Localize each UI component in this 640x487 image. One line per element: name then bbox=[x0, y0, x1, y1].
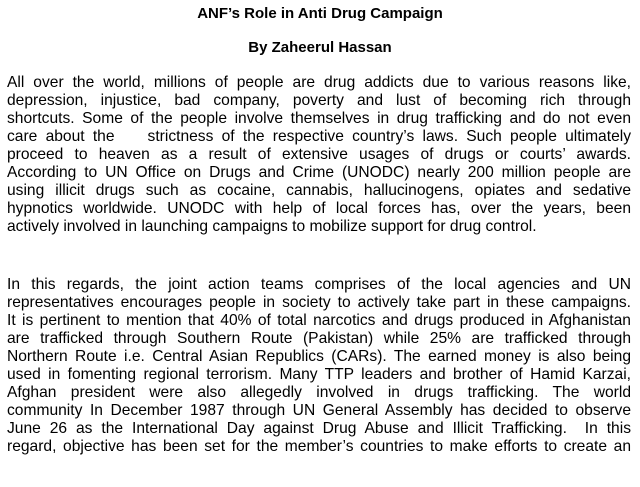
paragraph-line: actively involved in launching campaigns to mobilize support for drug control. bbox=[7, 218, 537, 235]
paragraph-line: hypnotics worldwide. UNODC with help of local forces has, over the years, been bbox=[7, 200, 631, 217]
paragraph-line: representatives encourages people in society to actively take part in these campaigns. bbox=[7, 294, 631, 311]
paragraph-line: community In December 1987 through UN General Assembly has decided to observe bbox=[7, 402, 631, 419]
paragraph-line: All over the world, millions of people are drug addicts due to various reasons like, bbox=[7, 74, 631, 91]
paragraph-line: used in fomenting regional terrorism. Many TTP leaders and brother of Hamid Karzai, bbox=[7, 366, 631, 383]
paragraph-line: June 26 as the International Day against Drug Abuse and Illicit Trafficking. In this bbox=[7, 420, 631, 437]
paragraph-line: In this regards, the joint action teams comprises of the local agencies and UN bbox=[7, 276, 631, 293]
paragraph-line: regard, objective has been set for the member’s countries to make efforts to create an bbox=[7, 438, 631, 455]
paragraph-line: Northern Route i.e. Central Asian Republics (CARs). The earned money is also being bbox=[7, 348, 631, 365]
paragraph-line: are trafficked through Southern Route (Pakistan) while 25% are trafficked through bbox=[7, 330, 631, 347]
paragraph-line: care about the strictness of the respective country’s laws. Such people ultimately bbox=[7, 128, 631, 145]
paragraph-1 bbox=[7, 74, 631, 236]
paragraph-2 bbox=[7, 276, 631, 456]
paragraph-line: depression, injustice, bad company, poverty and lust of becoming rich through bbox=[7, 92, 631, 109]
paragraph-line: proceed to heaven as a result of extensive usages of drugs or courts’ awards. bbox=[7, 146, 631, 163]
document-author: By Zaheerul Hassan bbox=[248, 39, 392, 56]
paragraph-line: Afghan president were also allegedly involved in drugs trafficking. The world bbox=[7, 384, 631, 401]
paragraph-line: using illicit drugs such as cocaine, cannabis, hallucinogens, opiates and sedative bbox=[7, 182, 631, 199]
paragraph-line: According to UN Office on Drugs and Crime (UNODC) nearly 200 million people are bbox=[7, 164, 631, 181]
document-title: ANF’s Role in Anti Drug Campaign bbox=[197, 5, 443, 22]
paragraph-line: shortcuts. Some of the people involve themselves in drug trafficking and do not even bbox=[7, 110, 631, 127]
paragraph-line: It is pertinent to mention that 40% of total narcotics and drugs produced in Afghanistan bbox=[7, 312, 631, 329]
